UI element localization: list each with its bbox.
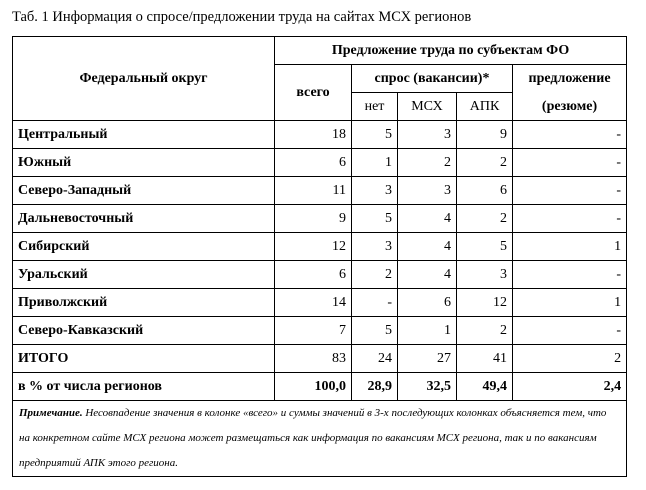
cell-no: 28,9 — [352, 373, 398, 401]
cell-no: 2 — [352, 261, 398, 289]
header-apk: АПК — [457, 93, 513, 121]
cell-apk: 6 — [457, 177, 513, 205]
table-row — [13, 205, 627, 233]
row-name: Приволжский — [13, 289, 275, 317]
percent-row — [13, 373, 627, 401]
table-row — [13, 233, 627, 261]
header-no: нет — [352, 93, 398, 121]
cell-offer: - — [513, 317, 627, 345]
row-name: Дальневосточный — [13, 205, 275, 233]
cell-total: 83 — [275, 345, 352, 373]
cell-apk: 2 — [457, 205, 513, 233]
row-name: ИТОГО — [13, 345, 275, 373]
cell-offer: - — [513, 149, 627, 177]
cell-no: - — [352, 289, 398, 317]
cell-msh: 4 — [398, 205, 457, 233]
row-name: Сибирский — [13, 233, 275, 261]
cell-apk: 41 — [457, 345, 513, 373]
cell-msh: 3 — [398, 177, 457, 205]
note-text: Несовпадение значения в колонке «всего» и суммы значений в 3-х последующих колонках объясняется тем, что на конкретном сайте МСХ региона может размещаться как информация по вакансиям МСХ региона, так и по вакансиям предприятий АПК этого региона. — [19, 407, 607, 469]
cell-offer: 2 — [513, 345, 627, 373]
row-name: Центральный — [13, 121, 275, 149]
cell-no: 5 — [352, 317, 398, 345]
cell-apk: 49,4 — [457, 373, 513, 401]
header-demand: спрос (вакансии)* — [352, 65, 513, 93]
row-name: Уральский — [13, 261, 275, 289]
table-row — [13, 177, 627, 205]
cell-apk: 2 — [457, 149, 513, 177]
cell-no: 3 — [352, 233, 398, 261]
cell-total: 6 — [275, 261, 352, 289]
header-offer-sub: (резюме) — [541, 98, 598, 114]
cell-apk: 5 — [457, 233, 513, 261]
table-note — [13, 401, 627, 477]
cell-offer: 1 — [513, 289, 627, 317]
header-offer-label: предложение — [528, 70, 611, 86]
cell-offer: 2,4 — [513, 373, 627, 401]
header-supply-by-subject: Предложение труда по субъектам ФО — [275, 37, 627, 65]
cell-total: 12 — [275, 233, 352, 261]
cell-msh: 2 — [398, 149, 457, 177]
cell-no: 5 — [352, 205, 398, 233]
cell-msh: 32,5 — [398, 373, 457, 401]
cell-msh: 4 — [398, 261, 457, 289]
header-district: Федеральный округ — [13, 37, 275, 121]
cell-offer: - — [513, 261, 627, 289]
cell-total: 18 — [275, 121, 352, 149]
cell-msh: 4 — [398, 233, 457, 261]
table-row — [13, 317, 627, 345]
cell-apk: 3 — [457, 261, 513, 289]
cell-msh: 3 — [398, 121, 457, 149]
cell-total: 9 — [275, 205, 352, 233]
cell-total: 11 — [275, 177, 352, 205]
cell-offer: 1 — [513, 233, 627, 261]
cell-msh: 27 — [398, 345, 457, 373]
cell-apk: 2 — [457, 317, 513, 345]
header-total: всего — [275, 65, 352, 121]
cell-no: 3 — [352, 177, 398, 205]
cell-apk: 12 — [457, 289, 513, 317]
header-offer — [513, 65, 627, 121]
header-msh: МСХ — [398, 93, 457, 121]
note-label: Примечание. — [19, 407, 83, 419]
cell-total: 100,0 — [275, 373, 352, 401]
table-row — [13, 149, 627, 177]
cell-total: 6 — [275, 149, 352, 177]
total-row — [13, 345, 627, 373]
cell-no: 5 — [352, 121, 398, 149]
cell-msh: 1 — [398, 317, 457, 345]
note-row — [13, 401, 627, 477]
cell-offer: - — [513, 121, 627, 149]
cell-no: 24 — [352, 345, 398, 373]
cell-total: 14 — [275, 289, 352, 317]
labor-supply-demand-table — [12, 36, 627, 477]
row-name: в % от числа регионов — [13, 373, 275, 401]
cell-apk: 9 — [457, 121, 513, 149]
cell-no: 1 — [352, 149, 398, 177]
cell-offer: - — [513, 177, 627, 205]
table-row — [13, 121, 627, 149]
cell-offer: - — [513, 205, 627, 233]
row-name: Северо-Западный — [13, 177, 275, 205]
table-caption: Таб. 1 Информация о спросе/предложении труда на сайтах МСХ регионов — [12, 9, 472, 25]
row-name: Южный — [13, 149, 275, 177]
row-name: Северо-Кавказский — [13, 317, 275, 345]
table-row — [13, 261, 627, 289]
table-row — [13, 289, 627, 317]
cell-msh: 6 — [398, 289, 457, 317]
cell-total: 7 — [275, 317, 352, 345]
